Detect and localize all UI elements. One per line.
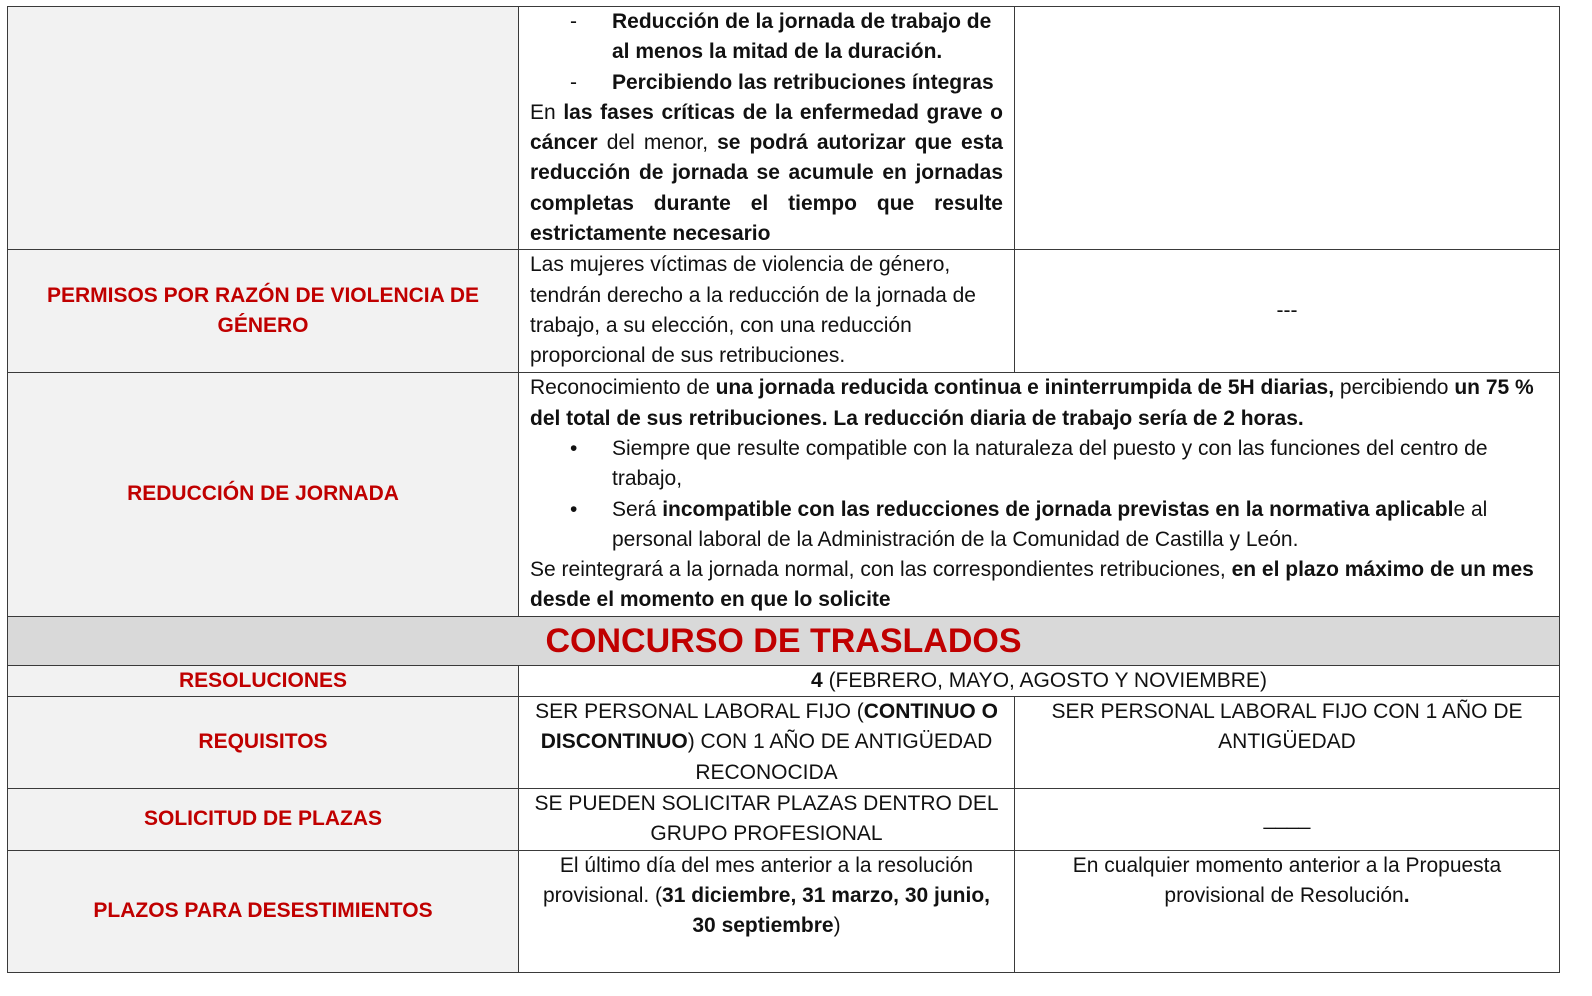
text-run: del menor, [597, 131, 718, 155]
cell-text [519, 665, 1560, 696]
benefits-table [7, 6, 1560, 973]
table-row [8, 250, 1560, 373]
row-label: PERMISOS POR RAZÓN DE VIOLENCIA DE GÉNERO [8, 250, 519, 373]
table-row [8, 665, 1560, 696]
row-label: REDUCCIÓN DE JORNADA [8, 373, 519, 616]
row-label: SOLICITUD DE PLAZAS [8, 789, 519, 851]
list-dash: - [570, 70, 577, 94]
text-run-bold: incompatible con las reducciones de jornada previstas en la normativa aplicabl [662, 497, 1454, 521]
row-label: REQUISITOS [8, 697, 519, 789]
text-run-bold: en el plazo máximo de un mes desde el momento en que lo solicite [530, 558, 1534, 612]
text-run: Reconocimiento de [530, 376, 716, 400]
list-item-text: Siempre que resulte compatible con la naturaleza del puesto y con las funciones del centro de trabajo, [612, 436, 1488, 491]
text-run-bold: 31 diciembre, 31 marzo, 30 junio, 30 septiembre [662, 883, 991, 938]
text-run: percibiendo [1334, 376, 1455, 400]
cell-text: SER PERSONAL LABORAL FIJO CON 1 AÑO DE ANTIGÜEDAD [1015, 697, 1560, 789]
paragraph [530, 98, 1003, 249]
reduction-detail-cell [519, 7, 1015, 250]
paragraph [530, 373, 1548, 434]
table-row [8, 373, 1560, 616]
bullet: • [570, 497, 578, 521]
text-run: En [530, 100, 564, 124]
paragraph [530, 555, 1548, 616]
empty-cell [1015, 7, 1560, 250]
list-item [530, 434, 1548, 495]
text-run: SER PERSONAL LABORAL FIJO ( [535, 700, 864, 724]
row-label: RESOLUCIONES [8, 665, 519, 696]
text-run: ) [833, 914, 841, 938]
list-item [530, 495, 1548, 556]
text-run-bold: un 75 % del total de sus retribuciones. La reducción diaria de trabajo sería de 2 horas. [530, 376, 1534, 430]
text-run: Se reintegrará a la jornada normal, con las correspondientes retribuciones, [530, 558, 1232, 582]
cell-text: Las mujeres víctimas de violencia de género, tendrán derecho a la reducción de la jornada de trabajo, a su elección, con una reducción proporcional de sus retribuciones. [519, 250, 1015, 373]
text-run: Será [612, 497, 663, 521]
text-run-bold: se podrá autorizar que esta reducción de jornada se acumule en jornadas completas durante el tiempo que resulte estrictamente necesario [530, 131, 1003, 246]
row-label-empty [8, 7, 519, 250]
cell-placeholder: ____ [1015, 789, 1560, 851]
text-run-bold: las fases críticas de la enfermedad grave o cáncer [530, 100, 1003, 155]
text-run: e al personal laboral de la Administración de la Comunidad de Castilla y León. [612, 497, 1488, 551]
table-row [8, 697, 1560, 789]
cell-text [519, 697, 1015, 789]
cell-text: SE PUEDEN SOLICITAR PLAZAS DENTRO DEL GRUPO PROFESIONAL [519, 789, 1015, 851]
section-header-row [8, 616, 1560, 665]
cell-placeholder: --- [1015, 250, 1560, 373]
reduccion-detail-cell [519, 373, 1560, 616]
text-run: (FEBRERO, MAYO, AGOSTO Y NOVIEMBRE) [822, 668, 1267, 692]
bullet: • [570, 436, 578, 460]
text-run: El último día del mes anterior a la resolución provisional. ( [542, 853, 974, 907]
list-item-text: Reducción de la jornada de trabajo de al menos la mitad de la duración. [612, 10, 992, 64]
table-row [8, 850, 1560, 972]
table-row [8, 7, 1560, 250]
text-run: En cualquier momento anterior a la Propuesta provisional de Resolución [1072, 853, 1502, 907]
list-item [530, 7, 1003, 68]
list-dash: - [570, 10, 577, 33]
text-run-bold: CONTINUO O DISCONTINUO [540, 700, 998, 754]
text-run: ) CON 1 AÑO DE ANTIGÜEDAD RECONOCIDA [687, 730, 993, 784]
section-title: CONCURSO DE TRASLADOS [8, 616, 1560, 665]
row-label: PLAZOS PARA DESESTIMIENTOS [8, 850, 519, 972]
list-item-text: Percibiendo las retribuciones íntegras [612, 70, 994, 94]
text-run-bold: . [1403, 883, 1410, 907]
cell-text [1015, 850, 1560, 972]
text-run-bold: una jornada reducida continua e ininterrumpida de 5H diarias, [715, 376, 1335, 400]
table-row [8, 789, 1560, 851]
cell-text [519, 850, 1015, 972]
text-run-bold: 4 [811, 668, 823, 692]
list-item [530, 68, 1003, 98]
